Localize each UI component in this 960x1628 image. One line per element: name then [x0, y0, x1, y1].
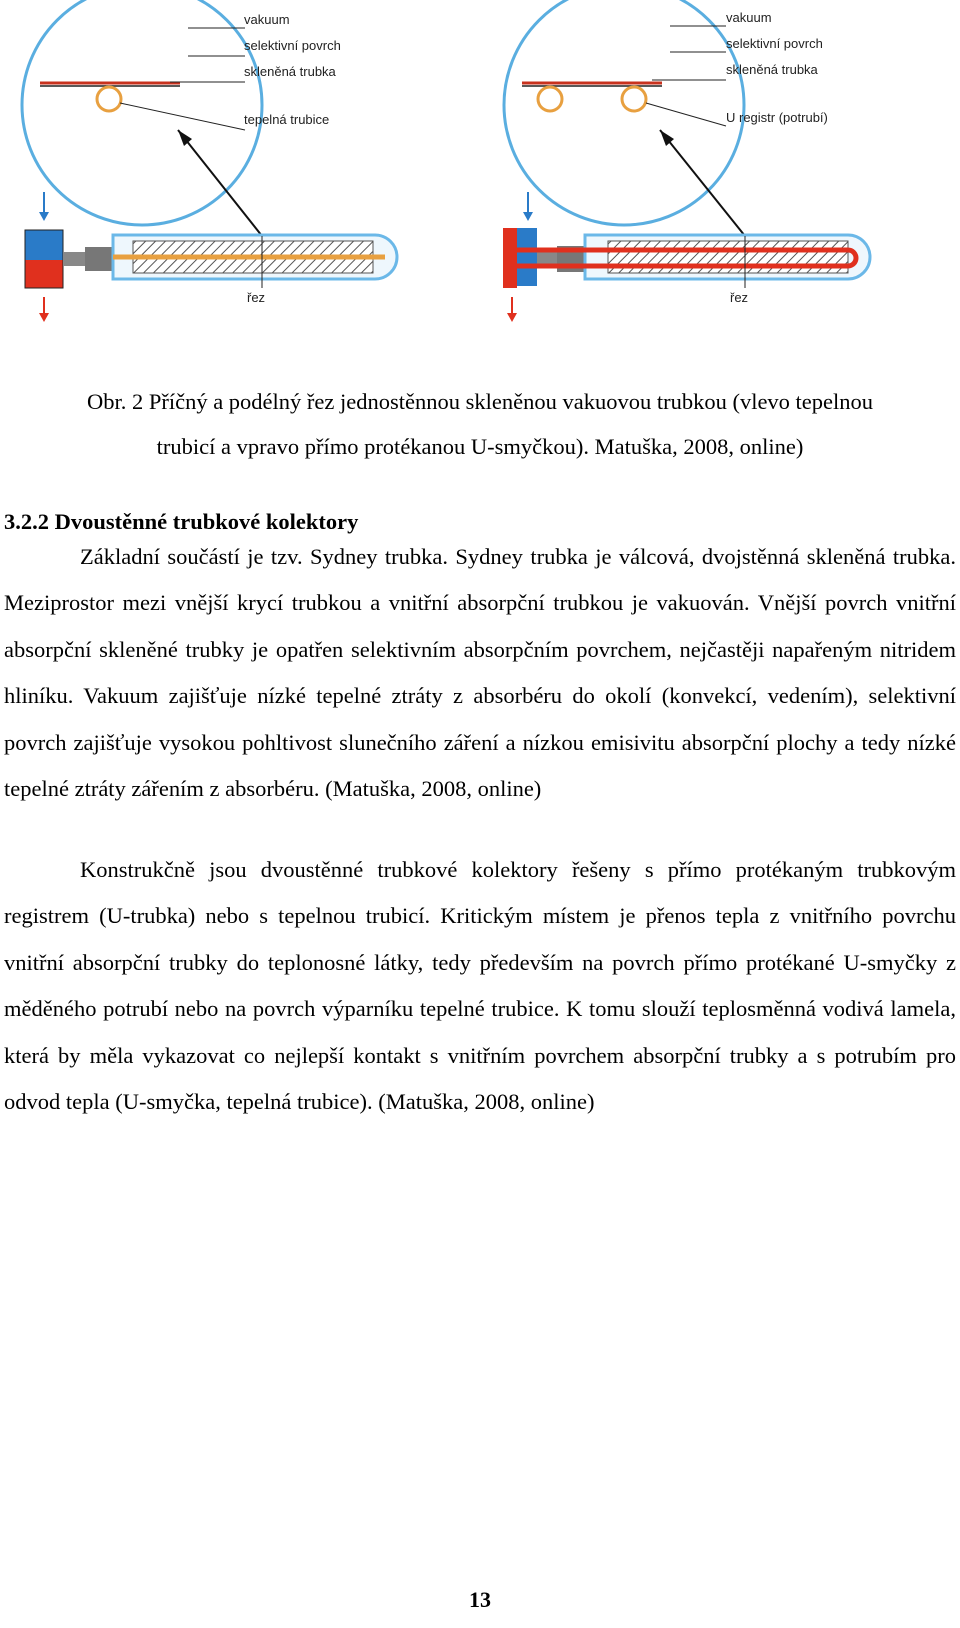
left-label-vakuum: vakuum — [244, 12, 290, 27]
right-label-glass-tube: skleněná trubka — [726, 62, 818, 77]
left-diagram — [22, 0, 397, 322]
right-label-u-register: U registr (potrubí) — [726, 110, 828, 125]
right-label-selective-surface: selektivní povrch — [726, 36, 823, 51]
figure-caption-line-1: Obr. 2 Příčný a podélný řez jednostěnnou skleněnou vakuovou trubkou (vlevo tepelnou — [86, 389, 874, 414]
left-section-label: řez — [247, 290, 266, 305]
right-diagram — [503, 0, 870, 322]
left-label-heat-pipe: tepelná trubice — [244, 112, 330, 127]
right-section-label: řez — [730, 290, 749, 305]
left-label-glass-tube: skleněná trubka — [244, 64, 336, 79]
right-u-tube-section-2 — [622, 87, 646, 111]
left-pointer-line — [178, 130, 262, 236]
right-u-tube-section-1 — [538, 87, 562, 111]
right-pointer-line — [660, 130, 745, 236]
left-header-hot — [25, 260, 63, 288]
collector-figure — [0, 0, 960, 345]
right-header-hot — [503, 228, 517, 288]
page-number: 13 — [469, 1587, 491, 1612]
left-header-cold — [25, 230, 63, 260]
paragraph-1: Základní součástí je tzv. Sydney trubka. Sydney trubka je válcová, dvojstěnná skleněná trubka. Meziprostor mezi vnější krycí trubkou a vnitřní absorpční trubkou je vakuován. Vnější povrch vnitřní absorpční skleněné trubky je opatřen selektivním absorpčním povrchem, nejčastěji napařeným nitridem hliníku. Vakuum zajišťuje nízké tepelné ztráty z absorbéru do okolí (konvekcí, vedením), selektivní povrch zajišťuje vysokou pohltivost slunečního záření a nízkou emisivitu absorpční plochy a tedy nízké tepelné ztráty zářením z absorbéru. (Matuška, 2008, online) — [4, 544, 956, 802]
right-label-vakuum: vakuum — [726, 10, 772, 25]
paragraph-2: Konstrukčně jsou dvoustěnné trubkové kolektory řešeny s přímo protékaným trubkovým registrem (U-trubka) nebo s tepelnou trubicí. Kritickým místem je přenos tepla z vnitřního povrchu vnitřní absorpční trubky do teplonosné látky, tedy především na povrch přímo protékané U-smyčky z měděného potrubí nebo na povrch výparníku tepelné trubice. K tomu slouží teplosměnná vodivá lamela, která by měla vykazovat co nejlepší kontakt s vnitřním povrchem absorpční trubky a s potrubím pro odvod tepla (U-smyčka, tepelná trubice). (Matuška, 2008, online) — [4, 857, 956, 1115]
left-label-selective-surface: selektivní povrch — [244, 38, 341, 53]
section-heading: 3.2.2 Dvoustěnné trubkové kolektory — [4, 509, 359, 534]
right-header-cold — [517, 228, 537, 286]
left-heat-pipe-section — [97, 87, 121, 111]
figure-caption-line-2: trubicí a vpravo přímo protékanou U-smyčkou). Matuška, 2008, online) — [156, 434, 804, 459]
